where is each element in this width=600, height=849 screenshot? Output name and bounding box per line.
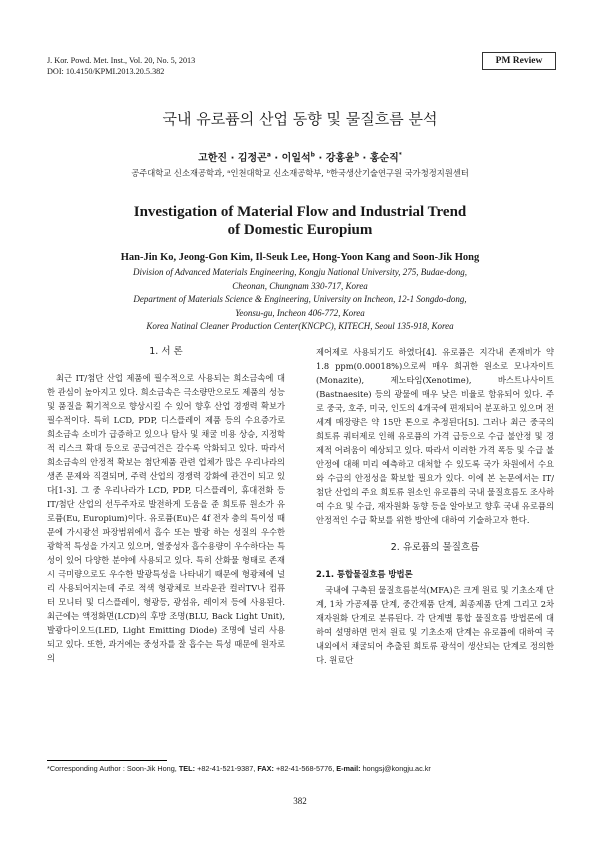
ko-author: 강홍윤 [325, 153, 355, 164]
doi-line: DOI: 10.4150/KPMI.2013.20.5.382 [47, 67, 165, 76]
affil-line: Cheonan, Chungnam 330-717, Korea [232, 280, 368, 291]
footnote-divider [47, 760, 167, 761]
journal-line: J. Kor. Powd. Met. Inst., Vol. 20, No. 5, 2013 [47, 56, 196, 65]
ko-author: 홍순직 [369, 153, 399, 164]
ko-author: 이일석 [281, 153, 311, 164]
email-link[interactable]: hongsj@kongju.ac.kr [362, 764, 431, 773]
korean-title: 국내 유로퓸의 산업 동향 및 물질흐름 분석 [162, 110, 438, 128]
right-column [316, 345, 554, 667]
ko-author: 고한진 [198, 153, 228, 164]
subsection-2-1-heading: 2.1. 통합물질흐름 방법론 [316, 569, 413, 579]
journal-citation [47, 55, 195, 77]
english-title-line1: Investigation of Material Flow and Industrial Trend [133, 204, 467, 220]
english-affiliations [0, 266, 600, 334]
intro-continuation: 제어제로 사용되기도 하였다[4]. 유로퓸은 지각내 존재비가 약 1.8 ppm(0.00018%)으로써 매우 희귀한 원소로 모나자이트(Monazite), 제노타임(Xenotime), 바스트나사이트(Bastnaesite) 등의 광물에 매우 낮은 비율로 함유되어 있다. 주로 중국, 호주, 미국, 인도의 4개국에 편재되어 분포하고 있으며 전 세계 매장량은 약 15만 톤으로 추정된다[5]. 그러나 최근 중국의 희토류 쿼터제로 인해 유로퓸의 가격 급등으로 수급 불안정 및 경제적 어려움이 예상되고 있다. 따라서 이러한 가격 폭등 및 수급 불안정에 대해 미리 예측하고 대처할 수 있도록 국가 차원에서 수요와 수급의 안정성을 확보할 필요가 있다. 이에 본 논문에서는 IT/첨단 산업의 주요 희토류 원소인 유로퓸의 국내 물질흐름도 조사하여 수요 및 수급, 재자원화 동향 등을 알아보고 향후 국내 유로퓸의 안정적인 수급 확보를 위한 방안에 대하여 기술하고자 한다. [316, 347, 554, 525]
section-2-heading: 2. 유로퓸의 물질흐름 [390, 542, 480, 553]
intro-paragraph: 최근 IT/첨단 산업 제품에 필수적으로 사용되는 희소금속에 대한 관심이 높아지고 있다. 희소금속은 극소량만으로도 제품의 성능 및 품질을 획기적으로 향상시킬 수 있어 향후 산업 경쟁력 확보가 필수적이다. 특히 LCD, PDP, 디스플레이 제품 등의 수요증가로 희소금속 소비가 급증하고 있으나 탐사 및 채굴 비용 상승, 지정학적 리스크 확대 등으로 공급여건은 갈수록 악화되고 있다. 따라서 희소금속의 안정적 확보는 첨단제품 관련 업체가 많은 우리나라의 생존 문제와 직결되며, 주력 산업의 경쟁력 강화에 관건이 되고 있다[1-3]. 그 중 우리나라가 LCD, PDP, 디스플레이, 휴대전화 등 IT/첨단 산업의 선두주자로 발전하게 도움을 준 희토류 원소가 유로퓸(Eu, Europium)이다. 유로퓸(Eu)은 4f 전자 층의 특이성 때문에 가시광선 파장범위에서 흡수 또는 발광 하는 성질의 우수한 광학적 특성을 가지고 있으며, 열중성자 흡수용량이 우수하다는 특성이 있어 다양한 분야에 사용되고 있다. 특히 산화물 형태로 존재시 극미량으로도 우수한 발광특성을 나타내기 때문에 형광체에 널리 사용되어지는데 주로 적색 형광체로 브라운관 컬러TV나 컴퓨터 모니터 및 디스플레이, 형광등, 광섬유, 레이저 등에 사용된다. 최근에는 액정화면(LCD)의 후방 조명(BLU, Back Light Unit), 발광다이오드(LED, Light Emitting Diode) 조명에 널리 사용되고 있다. 또한, 과거에는 중성자를 잘 흡수는 특성 때문에 원자로의 [47, 373, 285, 663]
english-authors: Han-Jin Ko, Jeong-Gon Kim, Il-Seuk Lee, Hong-Yoon Kang and Soon-Jik Hong [120, 252, 480, 263]
english-title [0, 203, 600, 239]
mfa-paragraph: 국내에 구축된 물질흐름분석(MFA)은 크게 원료 및 기초소재 단계, 1차 가공제품 단계, 중간제품 단계, 최종제품 단계 그리고 2차 재자원화 단계로 분류된다. 각 단계별 통합 물질흐름 방법론에 대하여 설명하면 먼저 원료 및 기초소재 단계는 유로퓸에 대하여 국내외에서 채굴되어 추출된 희토류 광석이 생산되는 단계로 정의한다. 원료단 [316, 585, 554, 665]
affil-line: Division of Advanced Materials Engineering, Kongju National University, 275, Budae-dong, [132, 267, 468, 277]
corresponding-author-footnote: *Corresponding Author : Soon-Jik Hong, TEL: +82-41-521-9387, FAX: +82-41-568-5776, E-mail: hongsj@kongju.ac.kr [47, 764, 431, 773]
english-title-line2: of Domestic Europium [227, 222, 373, 238]
affil-line: Department of Materials Science & Engineering, University on Incheon, 12-1 Songdo-dong, [133, 294, 467, 304]
ko-author: 김정곤 [237, 153, 267, 164]
page-number: 382 [293, 796, 307, 806]
korean-affiliations: 공주대학교 신소재공학과, ᵃ인천대학교 신소재공학부, ᵇ한국생산기술연구원 국가청정지원센터 [131, 168, 469, 178]
left-column [47, 345, 285, 665]
korean-authors: 고한진 · 김정곤$^a$ · 이일석$^b$ · 강홍윤$^b$ · 홍순직* [198, 151, 402, 164]
affil-line: Yeonsu-gu, Incheon 406-772, Korea [235, 307, 365, 318]
section-1-heading: 1. 서 론 [149, 346, 183, 357]
affil-line: Korea Natinal Cleaner Production Center(KNCPC), KITECH, Seoul 135-918, Korea [146, 321, 454, 331]
review-badge: PM Review [482, 52, 556, 70]
